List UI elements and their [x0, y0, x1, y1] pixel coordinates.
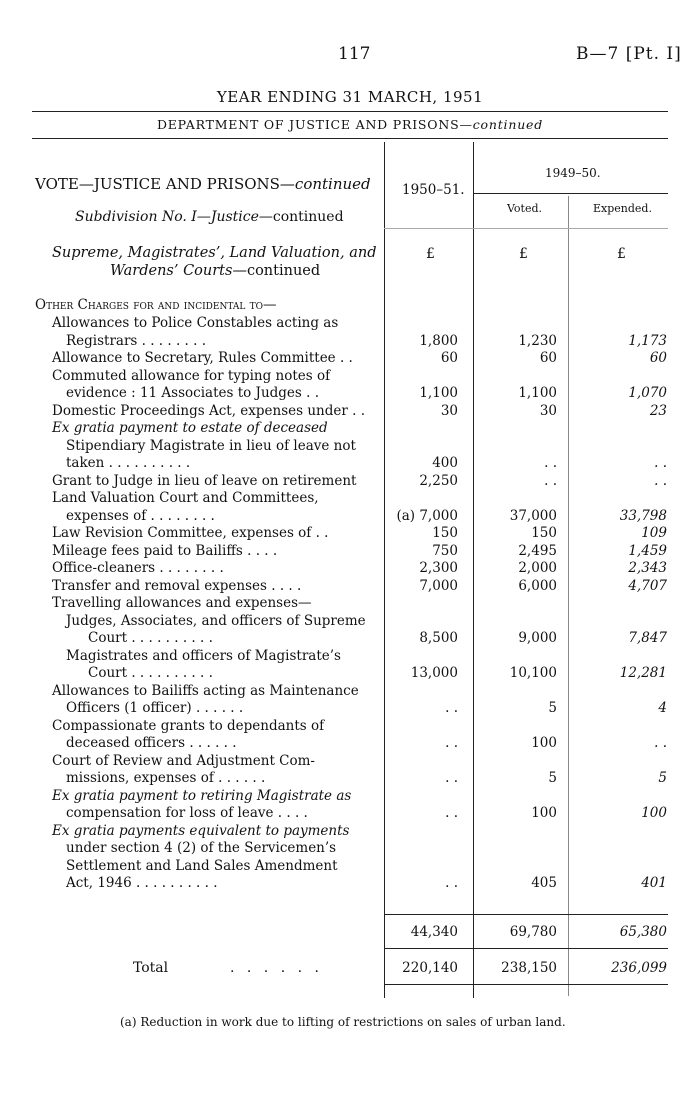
amount-1950: 750	[432, 543, 458, 559]
col-header-voted: Voted.	[507, 202, 543, 215]
item-line: Registrars . . . . . . . .	[66, 333, 207, 349]
subtotal-expended: 65,380	[619, 924, 667, 940]
subdivision-part-a: Subdivision No. I—	[75, 209, 211, 225]
amount-expended: 23	[649, 403, 667, 419]
amount-voted: 150	[531, 525, 557, 541]
amount-expended: 4	[658, 700, 667, 716]
total-voted: 238,150	[501, 960, 557, 976]
section-name: Wardens’ Courts	[110, 263, 233, 279]
item-line: Ex gratia payment to retiring Magistrate as	[52, 788, 352, 804]
amount-voted: 9,000	[518, 630, 557, 646]
amount-expended: . .	[654, 455, 667, 471]
item-line: Law Revision Committee, expenses of . .	[52, 525, 329, 541]
item-line: Magistrates and officers of Magistrate’s	[66, 648, 341, 664]
amount-1950: . .	[445, 735, 458, 751]
vote-name: VOTE—JUSTICE AND PRISONS	[35, 175, 280, 193]
amount-expended: 12,281	[619, 665, 667, 681]
item-line: evidence : 11 Associates to Judges . .	[66, 385, 320, 401]
department-continued: —continued	[459, 117, 544, 132]
total-expended: 236,099	[611, 960, 667, 976]
amount-1950: (a) 7,000	[396, 508, 458, 524]
amount-voted: 100	[531, 735, 557, 751]
item-line: Allowances to Police Constables acting as	[52, 315, 339, 331]
department-heading	[0, 117, 700, 132]
amount-voted: 5	[548, 770, 557, 786]
amount-expended: 60	[649, 350, 667, 366]
col-header-expended: Expended.	[593, 202, 652, 215]
item-line: Transfer and removal expenses . . . .	[52, 578, 302, 594]
amount-voted: . .	[544, 455, 557, 471]
amount-voted: 1,230	[518, 333, 557, 349]
subtotal-rule	[384, 914, 668, 915]
amount-1950: . .	[445, 770, 458, 786]
total-bottom-rule	[384, 984, 668, 985]
item-line: Allowances to Bailiffs acting as Maintenance	[52, 683, 359, 699]
amount-expended: 109	[641, 525, 667, 541]
item-line: Stipendiary Magistrate in lieu of leave not	[66, 438, 356, 454]
document-reference: B—7 [Pt. I]	[576, 44, 682, 64]
amount-voted: 37,000	[509, 508, 557, 524]
header-sub-rule	[473, 193, 668, 194]
amount-1950: . .	[445, 805, 458, 821]
subdivision-part-c: —continued	[258, 209, 344, 225]
col-rule-2	[473, 142, 474, 998]
year-heading: YEAR ENDING 31 MARCH, 1951	[216, 88, 484, 106]
item-line: Settlement and Land Sales Amendment	[66, 858, 338, 874]
amount-1950: 400	[432, 455, 458, 471]
amount-voted: 5	[548, 700, 557, 716]
amount-voted: 405	[531, 875, 557, 891]
amount-expended: 33,798	[619, 508, 667, 524]
item-line: Ex gratia payments equivalent to payments	[52, 823, 350, 839]
amount-1950: . .	[445, 875, 458, 891]
item-line: Act, 1946 . . . . . . . . . .	[66, 875, 218, 891]
item-line: Land Valuation Court and Committees,	[52, 490, 319, 506]
amount-1950: 13,000	[410, 665, 458, 681]
amount-voted: 60	[539, 350, 557, 366]
item-line: compensation for loss of leave . . . .	[66, 805, 308, 821]
item-line: expenses of . . . . . . . .	[66, 508, 215, 524]
item-line: Allowance to Secretary, Rules Committee . .	[52, 350, 353, 366]
amount-expended: 1,070	[628, 385, 667, 401]
amount-1950: 8,500	[419, 630, 458, 646]
item-line: Domestic Proceedings Act, expenses under . .	[52, 403, 366, 419]
amount-expended: 4,707	[628, 578, 667, 594]
amount-1950: 60	[440, 350, 458, 366]
total-label: Total	[133, 960, 169, 976]
amount-voted: 1,100	[518, 385, 557, 401]
amount-voted: . .	[544, 473, 557, 489]
amount-1950: 30	[440, 403, 458, 419]
item-line: Office-cleaners . . . . . . . .	[52, 560, 224, 576]
heading-rule	[32, 111, 668, 112]
amount-expended: . .	[654, 473, 667, 489]
section-heading-line2	[110, 263, 320, 279]
item-line: Court . . . . . . . . . .	[88, 630, 213, 646]
item-line: Judges, Associates, and officers of Supreme	[66, 613, 366, 629]
currency-1950: £	[426, 246, 435, 262]
amount-1950: 2,250	[419, 473, 458, 489]
total-top-rule	[384, 948, 668, 949]
col-header-1949: 1949–50.	[545, 166, 601, 180]
item-line: Court . . . . . . . . . .	[88, 665, 213, 681]
amount-expended: 401	[641, 875, 667, 891]
item-line: Officers (1 officer) . . . . . .	[66, 700, 244, 716]
currency-expended: £	[617, 246, 626, 262]
amount-expended: 1,459	[628, 543, 667, 559]
item-line: Court of Review and Adjustment Com-	[52, 753, 315, 769]
item-line: taken . . . . . . . . . .	[66, 455, 191, 471]
subdivision-heading	[75, 209, 344, 225]
department-name: DEPARTMENT OF JUSTICE AND PRISONS	[156, 117, 460, 132]
amount-voted: 6,000	[518, 578, 557, 594]
item-line: Travelling allowances and expenses—	[52, 595, 312, 611]
item-line: Compassionate grants to dependants of	[52, 718, 325, 734]
amount-voted: 30	[539, 403, 557, 419]
item-line: Mileage fees paid to Bailiffs . . . .	[52, 543, 278, 559]
item-line: Ex gratia payment to estate of deceased	[52, 420, 328, 436]
item-line: missions, expenses of . . . . . .	[66, 770, 266, 786]
total-leader-dots: . . . . . .	[230, 960, 323, 976]
amount-1950: 1,100	[419, 385, 458, 401]
vote-continued: —continued	[279, 175, 371, 193]
page-number: 117	[338, 44, 371, 64]
subdivision-part-b: Justice	[210, 209, 259, 225]
item-line: Commuted allowance for typing notes of	[52, 368, 331, 384]
amount-expended: 5	[658, 770, 667, 786]
col-header-1950: 1950–51.	[402, 182, 465, 198]
col-rule-3	[568, 196, 569, 996]
amount-expended: . .	[654, 735, 667, 751]
footnote: (a) Reduction in work due to lifting of restrictions on sales of urban land.	[120, 1015, 566, 1029]
subtotal-voted: 69,780	[509, 924, 557, 940]
item-line: under section 4 (2) of the Servicemen’s	[66, 840, 337, 856]
total-1950: 220,140	[402, 960, 458, 976]
subtotal-1950: 44,340	[410, 924, 458, 940]
amount-1950: 150	[432, 525, 458, 541]
amount-voted: 10,100	[509, 665, 557, 681]
amount-1950: 1,800	[419, 333, 458, 349]
header-bottom-rule	[384, 228, 668, 229]
amount-voted: 2,000	[518, 560, 557, 576]
item-line: Grant to Judge in lieu of leave on retirement	[52, 473, 357, 489]
amount-expended: 2,343	[628, 560, 667, 576]
col-rule-1	[384, 142, 385, 998]
amount-1950: . .	[445, 700, 458, 716]
table-top-rule	[32, 138, 668, 139]
amount-voted: 2,495	[518, 543, 557, 559]
amount-voted: 100	[531, 805, 557, 821]
section-heading-line1: Supreme, Magistrates’, Land Valuation, and	[52, 245, 377, 261]
amount-1950: 2,300	[419, 560, 458, 576]
amount-expended: 1,173	[628, 333, 667, 349]
amount-expended: 7,847	[628, 630, 667, 646]
vote-title	[35, 175, 371, 193]
amount-expended: 100	[641, 805, 667, 821]
currency-voted: £	[519, 246, 528, 262]
other-charges-heading: Other Charges for and incidental to—	[35, 297, 277, 313]
item-line: deceased officers . . . . . .	[66, 735, 237, 751]
amount-1950: 7,000	[419, 578, 458, 594]
section-continued: —continued	[232, 263, 321, 279]
